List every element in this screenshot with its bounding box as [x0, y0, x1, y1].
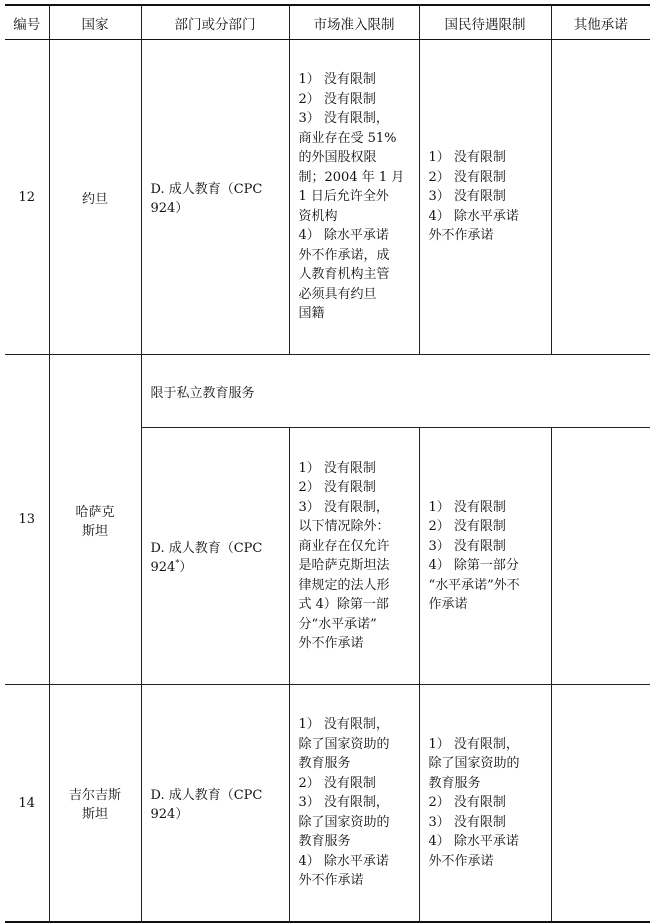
- row-country: 约旦: [49, 40, 141, 355]
- cell-line: 分“水平承诺”: [298, 616, 377, 632]
- cell-line: 教育服务: [298, 834, 351, 850]
- cell-line: 2） 没有限制: [428, 169, 506, 185]
- cell-line: 1） 没有限制: [428, 499, 506, 515]
- cell-line: 1） 没有限制: [298, 72, 376, 88]
- header-market-access: 市场准入限制: [289, 5, 419, 40]
- row-sector: D. 成人教育（CPC 924）: [141, 40, 289, 355]
- sector-text-end: ）: [179, 560, 193, 575]
- cell-line: 3） 没有限制，: [298, 111, 389, 127]
- cell-line: 是哈萨克斯坦法: [298, 558, 390, 573]
- cell-line: 1） 没有限制，: [298, 717, 389, 733]
- cell-line: 2） 没有限制: [428, 519, 506, 534]
- market-access-cell: [289, 40, 419, 355]
- cell-line: 4） 除水平承诺: [428, 208, 519, 224]
- header-country: 国家: [49, 5, 141, 40]
- table-header: [5, 5, 650, 40]
- cell-line: 以下情况除外：: [298, 519, 390, 534]
- cell-line: 外不作承诺，成: [298, 247, 390, 263]
- national-treatment-cell: [419, 40, 551, 355]
- other-commitments-cell: [551, 428, 650, 685]
- sector-footnote-mark: *: [175, 558, 180, 568]
- row-sector: [141, 428, 289, 685]
- cell-line: 教育服务: [298, 756, 351, 772]
- cell-line: 吉尔吉斯: [68, 788, 121, 803]
- cell-line: 外不作承诺: [298, 636, 364, 651]
- header-sector: 部门或分部门: [141, 5, 289, 40]
- cell-line: 教育服务: [428, 775, 481, 791]
- cell-line: 除了国家资助的: [298, 814, 390, 830]
- cell-line: 资机构: [298, 208, 338, 224]
- cell-line: 3） 没有限制: [428, 814, 506, 830]
- cell-line: 人教育机构主管: [298, 267, 390, 283]
- row-sector: D. 成人教育（CPC 924）: [141, 685, 289, 923]
- cell-line: 除了国家资助的: [298, 736, 390, 752]
- cell-line: 2） 没有限制: [298, 480, 376, 495]
- cell-line: 3） 没有限制: [428, 538, 506, 554]
- cell-line: 3） 没有限制: [428, 189, 506, 205]
- cell-line: 3） 没有限制，: [298, 499, 389, 515]
- cell-line: 商业存在仅允许: [298, 538, 390, 554]
- cell-line: 4） 除水平承诺: [428, 834, 519, 850]
- market-access-cell: [289, 428, 419, 685]
- row-country: [49, 685, 141, 923]
- cell-line: 国籍: [298, 306, 325, 322]
- other-commitments-cell: [551, 685, 650, 923]
- cell-line: 除了国家资助的: [428, 756, 520, 772]
- commitments-table: [5, 4, 650, 923]
- cell-line: 2） 没有限制: [428, 795, 506, 811]
- cell-line: 作承诺: [428, 597, 468, 612]
- cell-line: 4） 除水平承诺: [298, 228, 389, 244]
- cell-line: 必须具有约旦: [298, 286, 377, 302]
- sector-text: D. 成人教育（CPC 924: [150, 541, 263, 575]
- national-treatment-cell: [419, 428, 551, 685]
- cell-line: 外不作承诺: [428, 228, 494, 244]
- header-other: 其他承诺: [551, 5, 650, 40]
- cell-line: “水平承诺”外不: [428, 577, 520, 593]
- market-access-cell: [289, 685, 419, 923]
- row-number: 14: [5, 685, 49, 923]
- cell-line: 外不作承诺: [298, 873, 364, 889]
- cell-line: 外不作承诺: [428, 853, 494, 869]
- cell-line: 制；2004 年 1 月: [298, 169, 405, 185]
- cell-line: 斯坦: [81, 523, 108, 539]
- cell-line: 4） 除水平承诺: [298, 853, 389, 869]
- other-commitments-cell: [551, 40, 650, 355]
- cell-line: 4） 除第一部分: [428, 558, 519, 573]
- row-number: 12: [5, 40, 49, 355]
- header-national-treatment: 国民待遇限制: [419, 5, 551, 40]
- row-country: [49, 355, 141, 685]
- cell-line: 斯坦: [81, 807, 108, 822]
- cell-line: 商业存在受 51%: [298, 130, 397, 146]
- cell-line: 1） 没有限制，: [428, 736, 519, 752]
- cell-line: 哈萨克: [75, 504, 115, 520]
- header-no: 编号: [5, 5, 49, 40]
- cell-line: 的外国股权限: [298, 150, 377, 166]
- table-row: [5, 40, 650, 355]
- cell-line: 2） 没有限制: [298, 91, 376, 107]
- national-treatment-cell: [419, 685, 551, 923]
- scope-note: 限于私立教育服务: [141, 355, 650, 428]
- table-row: [5, 685, 650, 923]
- cell-line: 2） 没有限制: [298, 775, 376, 791]
- cell-line: 1） 没有限制: [428, 150, 506, 166]
- cell-line: 律规定的法人形: [298, 577, 390, 593]
- cell-line: 3） 没有限制，: [298, 795, 389, 811]
- row-number: 13: [5, 355, 49, 685]
- cell-line: 1 日后允许全外: [298, 189, 389, 205]
- table-row: [5, 355, 650, 428]
- cell-line: 1） 没有限制: [298, 460, 376, 476]
- cell-line: 式 4）除第一部: [298, 597, 389, 612]
